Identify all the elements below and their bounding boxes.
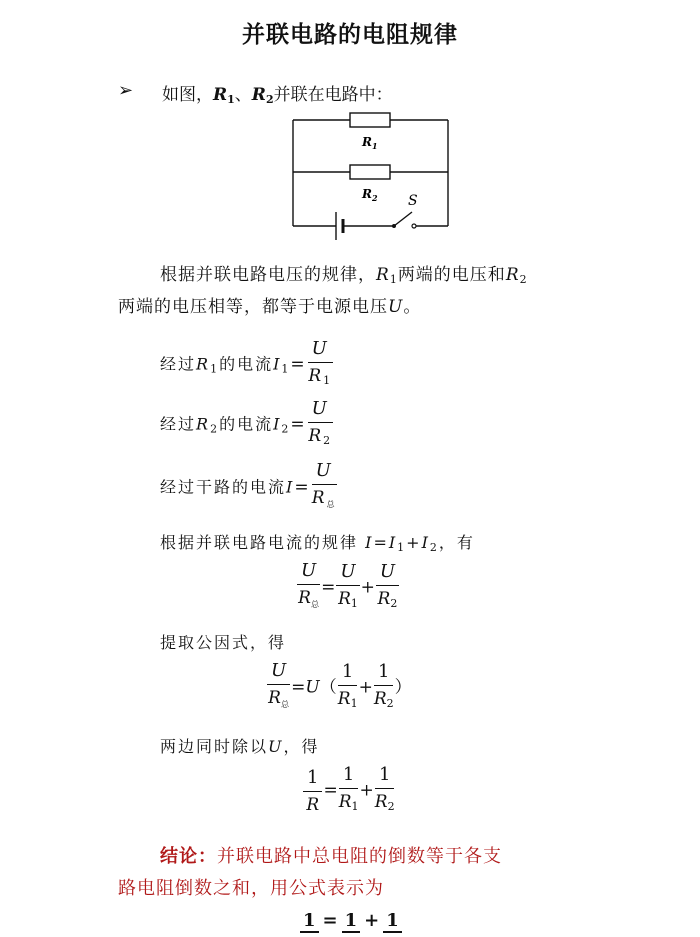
eq4-lhs-den-sub: 总 — [310, 600, 319, 609]
conclusion-head: 结论： — [160, 846, 217, 867]
eq4-lhs-num: U — [297, 560, 320, 585]
voltage-paragraph-line2 — [118, 292, 421, 317]
intro-r1-sub: 1 — [227, 93, 235, 106]
eq3-den-r: R — [311, 488, 327, 508]
eq5-lhs-den — [268, 685, 289, 716]
eq5-b-den — [374, 686, 394, 715]
switch-label: S — [408, 193, 418, 209]
r2-label: $R_2$ — [362, 187, 378, 203]
eq4-a-fraction — [336, 561, 359, 615]
intro-r2: R — [251, 85, 266, 105]
eq5-close-paren: ） — [394, 677, 412, 698]
switch-contact — [412, 224, 416, 228]
eq4-a-den — [338, 586, 358, 615]
para2-i1: I — [388, 533, 398, 552]
eq6-equals: = — [323, 780, 338, 801]
para1-u: U — [388, 297, 404, 317]
r1-label: $R_1$ — [362, 135, 378, 151]
para1-r2: R — [505, 265, 520, 285]
eq5-b-den-sub: 2 — [386, 697, 394, 710]
eq1-den — [308, 363, 332, 392]
para2-i1-sub: 1 — [397, 541, 407, 554]
intro-line — [162, 80, 393, 106]
parallel-circuit-diagram — [290, 106, 460, 246]
eq1-prefix: 经过 — [160, 354, 197, 374]
eq2-r: R — [196, 414, 211, 434]
eq6-b-den-sub: 2 — [387, 800, 395, 813]
eq5-plus: + — [358, 677, 373, 698]
eq6-a-fraction — [339, 764, 359, 818]
para1-text-a: 根据并联电路电压的规律， — [160, 265, 376, 285]
para1-r2-sub: 2 — [519, 273, 528, 286]
eq3-equals: = — [294, 477, 311, 498]
para2-suffix: ，有 — [438, 533, 475, 552]
eq3-prefix: 经过干路的电流 — [160, 477, 287, 497]
eq4-b-fraction — [376, 561, 399, 615]
eq2-den-sub: 2 — [323, 434, 333, 447]
eq1-i: I — [273, 354, 282, 374]
eq4-b-num: U — [376, 561, 399, 586]
eq5-factored-equation — [266, 660, 412, 716]
resistor-r2 — [350, 165, 390, 179]
eq4-sum-equation — [296, 560, 400, 616]
eq5-lhs-den-sub: 总 — [280, 700, 289, 709]
eq2-r-sub: 2 — [210, 422, 220, 436]
eq1-num: U — [308, 338, 333, 363]
conclusion-line2: 路电阻倒数之和，用公式表示为 — [118, 878, 384, 899]
page-title: 并联电路的电阻规律 — [242, 22, 458, 48]
para4-text-b: ，得 — [283, 737, 320, 756]
eq4-lhs-den — [298, 585, 319, 616]
eq6-b-den — [375, 789, 395, 818]
eq3-i: I — [286, 477, 295, 497]
para1-text-b: 两端的电压和 — [397, 265, 506, 285]
switch-blade — [394, 212, 412, 226]
final-num-a: 1 — [300, 910, 319, 933]
eq6-lhs-fraction — [303, 767, 322, 816]
eq5-b-fraction — [374, 661, 394, 715]
para4-u: U — [268, 737, 284, 756]
eq2-num: U — [308, 398, 333, 423]
conclusion-text1: 并联电路中总电阻的倒数等于各支 — [217, 846, 502, 867]
intro-r1: R — [213, 85, 228, 105]
eq6-a-num: 1 — [339, 764, 358, 789]
eq4-a-den-sub: 1 — [350, 597, 358, 610]
eq4-b-den-r: R — [377, 589, 391, 609]
intro-prefix: 如图， — [162, 85, 213, 105]
divide-paragraph — [160, 734, 320, 757]
eq5-open-paren: （ — [319, 677, 337, 698]
eq1-r: R — [196, 354, 211, 374]
eq1-equals: = — [290, 354, 307, 375]
intro-sep: 、 — [234, 85, 252, 105]
eq2-fraction — [308, 398, 333, 452]
eq4-a-num: U — [336, 561, 359, 586]
eq6-lhs-den-r: R — [306, 794, 320, 815]
conclusion-line1 — [160, 842, 502, 868]
eq5-a-fraction — [338, 661, 358, 715]
eq5-equals: = — [291, 677, 306, 698]
eq4-equals: = — [321, 577, 336, 598]
eq2-equals: = — [290, 414, 307, 435]
voltage-paragraph-line1 — [160, 260, 528, 286]
para1-r1: R — [376, 265, 390, 285]
intro-suffix: 并联在电路中： — [273, 85, 393, 105]
eq5-a-den-r: R — [337, 689, 351, 709]
eq4-b-den-sub: 2 — [390, 597, 398, 610]
para1-text-c: 两端的电压相等，都等于电源电压 — [118, 297, 388, 317]
eq6-a-den-sub: 1 — [351, 800, 359, 813]
eq5-b-den-r: R — [373, 689, 387, 709]
eq4-lhs-fraction — [297, 560, 320, 616]
bullet-arrow-icon: ➢ — [118, 80, 134, 101]
eq2-i-sub: 2 — [281, 422, 291, 436]
eq5-u: U — [305, 677, 320, 698]
eq5-a-den — [338, 686, 358, 715]
final-num-c: 1 — [383, 910, 402, 933]
eq5-b-num: 1 — [374, 661, 393, 686]
eq1-den-r: R — [308, 366, 324, 386]
eq1-mid: 的电流 — [219, 354, 274, 374]
eq5-lhs-fraction — [267, 660, 290, 716]
final-num-b: 1 — [342, 910, 361, 933]
eq5-lhs-den-r: R — [268, 688, 281, 708]
eq1-den-sub: 1 — [323, 374, 333, 387]
eq6-a-den-r: R — [338, 792, 352, 812]
para2-i: I — [365, 533, 374, 552]
current-law-paragraph: 根据并联电路电流的规律 $I=I_1+I_2$，有 — [160, 533, 475, 554]
current-i2-equation — [160, 398, 334, 452]
current-total-equation — [160, 460, 338, 516]
eq6-reciprocal-equation — [302, 764, 396, 818]
eq6-lhs-num: 1 — [303, 767, 322, 792]
para1-r1-sub: 1 — [389, 273, 398, 286]
eq3-den-sub: 总 — [326, 500, 337, 509]
eq4-plus: + — [360, 577, 375, 598]
eq2-i: I — [273, 414, 282, 434]
eq1-r-sub: 1 — [210, 362, 220, 376]
eq4-b-den — [378, 586, 398, 615]
eq3-num: U — [312, 460, 337, 485]
para2-i2-sub: 2 — [429, 541, 439, 554]
eq6-a-den — [339, 789, 359, 818]
para4-text-a: 两边同时除以 — [160, 737, 269, 756]
eq4-a-den-r: R — [338, 589, 351, 609]
eq2-den-r: R — [308, 426, 324, 446]
eq6-b-den-r: R — [374, 792, 388, 812]
para2-i2: I — [421, 533, 430, 552]
eq3-fraction — [312, 460, 337, 516]
current-i1-equation — [160, 338, 334, 392]
eq6-plus: + — [359, 780, 374, 801]
resistor-r1 — [350, 113, 390, 127]
intro-r2-sub: 2 — [265, 93, 274, 106]
eq2-prefix: 经过 — [160, 414, 197, 434]
eq2-den — [308, 423, 332, 452]
eq6-b-num: 1 — [375, 764, 394, 789]
eq1-i-sub: 1 — [281, 362, 291, 376]
eq3-den — [312, 485, 337, 516]
para1-text-d: 。 — [403, 297, 422, 317]
eq1-fraction — [308, 338, 333, 392]
eq2-mid: 的电流 — [219, 414, 274, 434]
eq6-lhs-den — [306, 792, 319, 816]
final-formula-partial: 1 = 1 + 1 — [300, 910, 402, 931]
switch-pivot — [392, 224, 396, 228]
eq5-a-num: 1 — [338, 661, 357, 686]
para2-text: 根据并联电路电流的规律 — [160, 533, 359, 552]
eq5-a-den-sub: 1 — [350, 697, 358, 710]
eq5-lhs-num: U — [267, 660, 290, 685]
factor-paragraph: 提取公因式，得 — [160, 633, 287, 652]
eq6-b-fraction — [375, 764, 395, 818]
eq4-lhs-den-r: R — [298, 588, 311, 608]
